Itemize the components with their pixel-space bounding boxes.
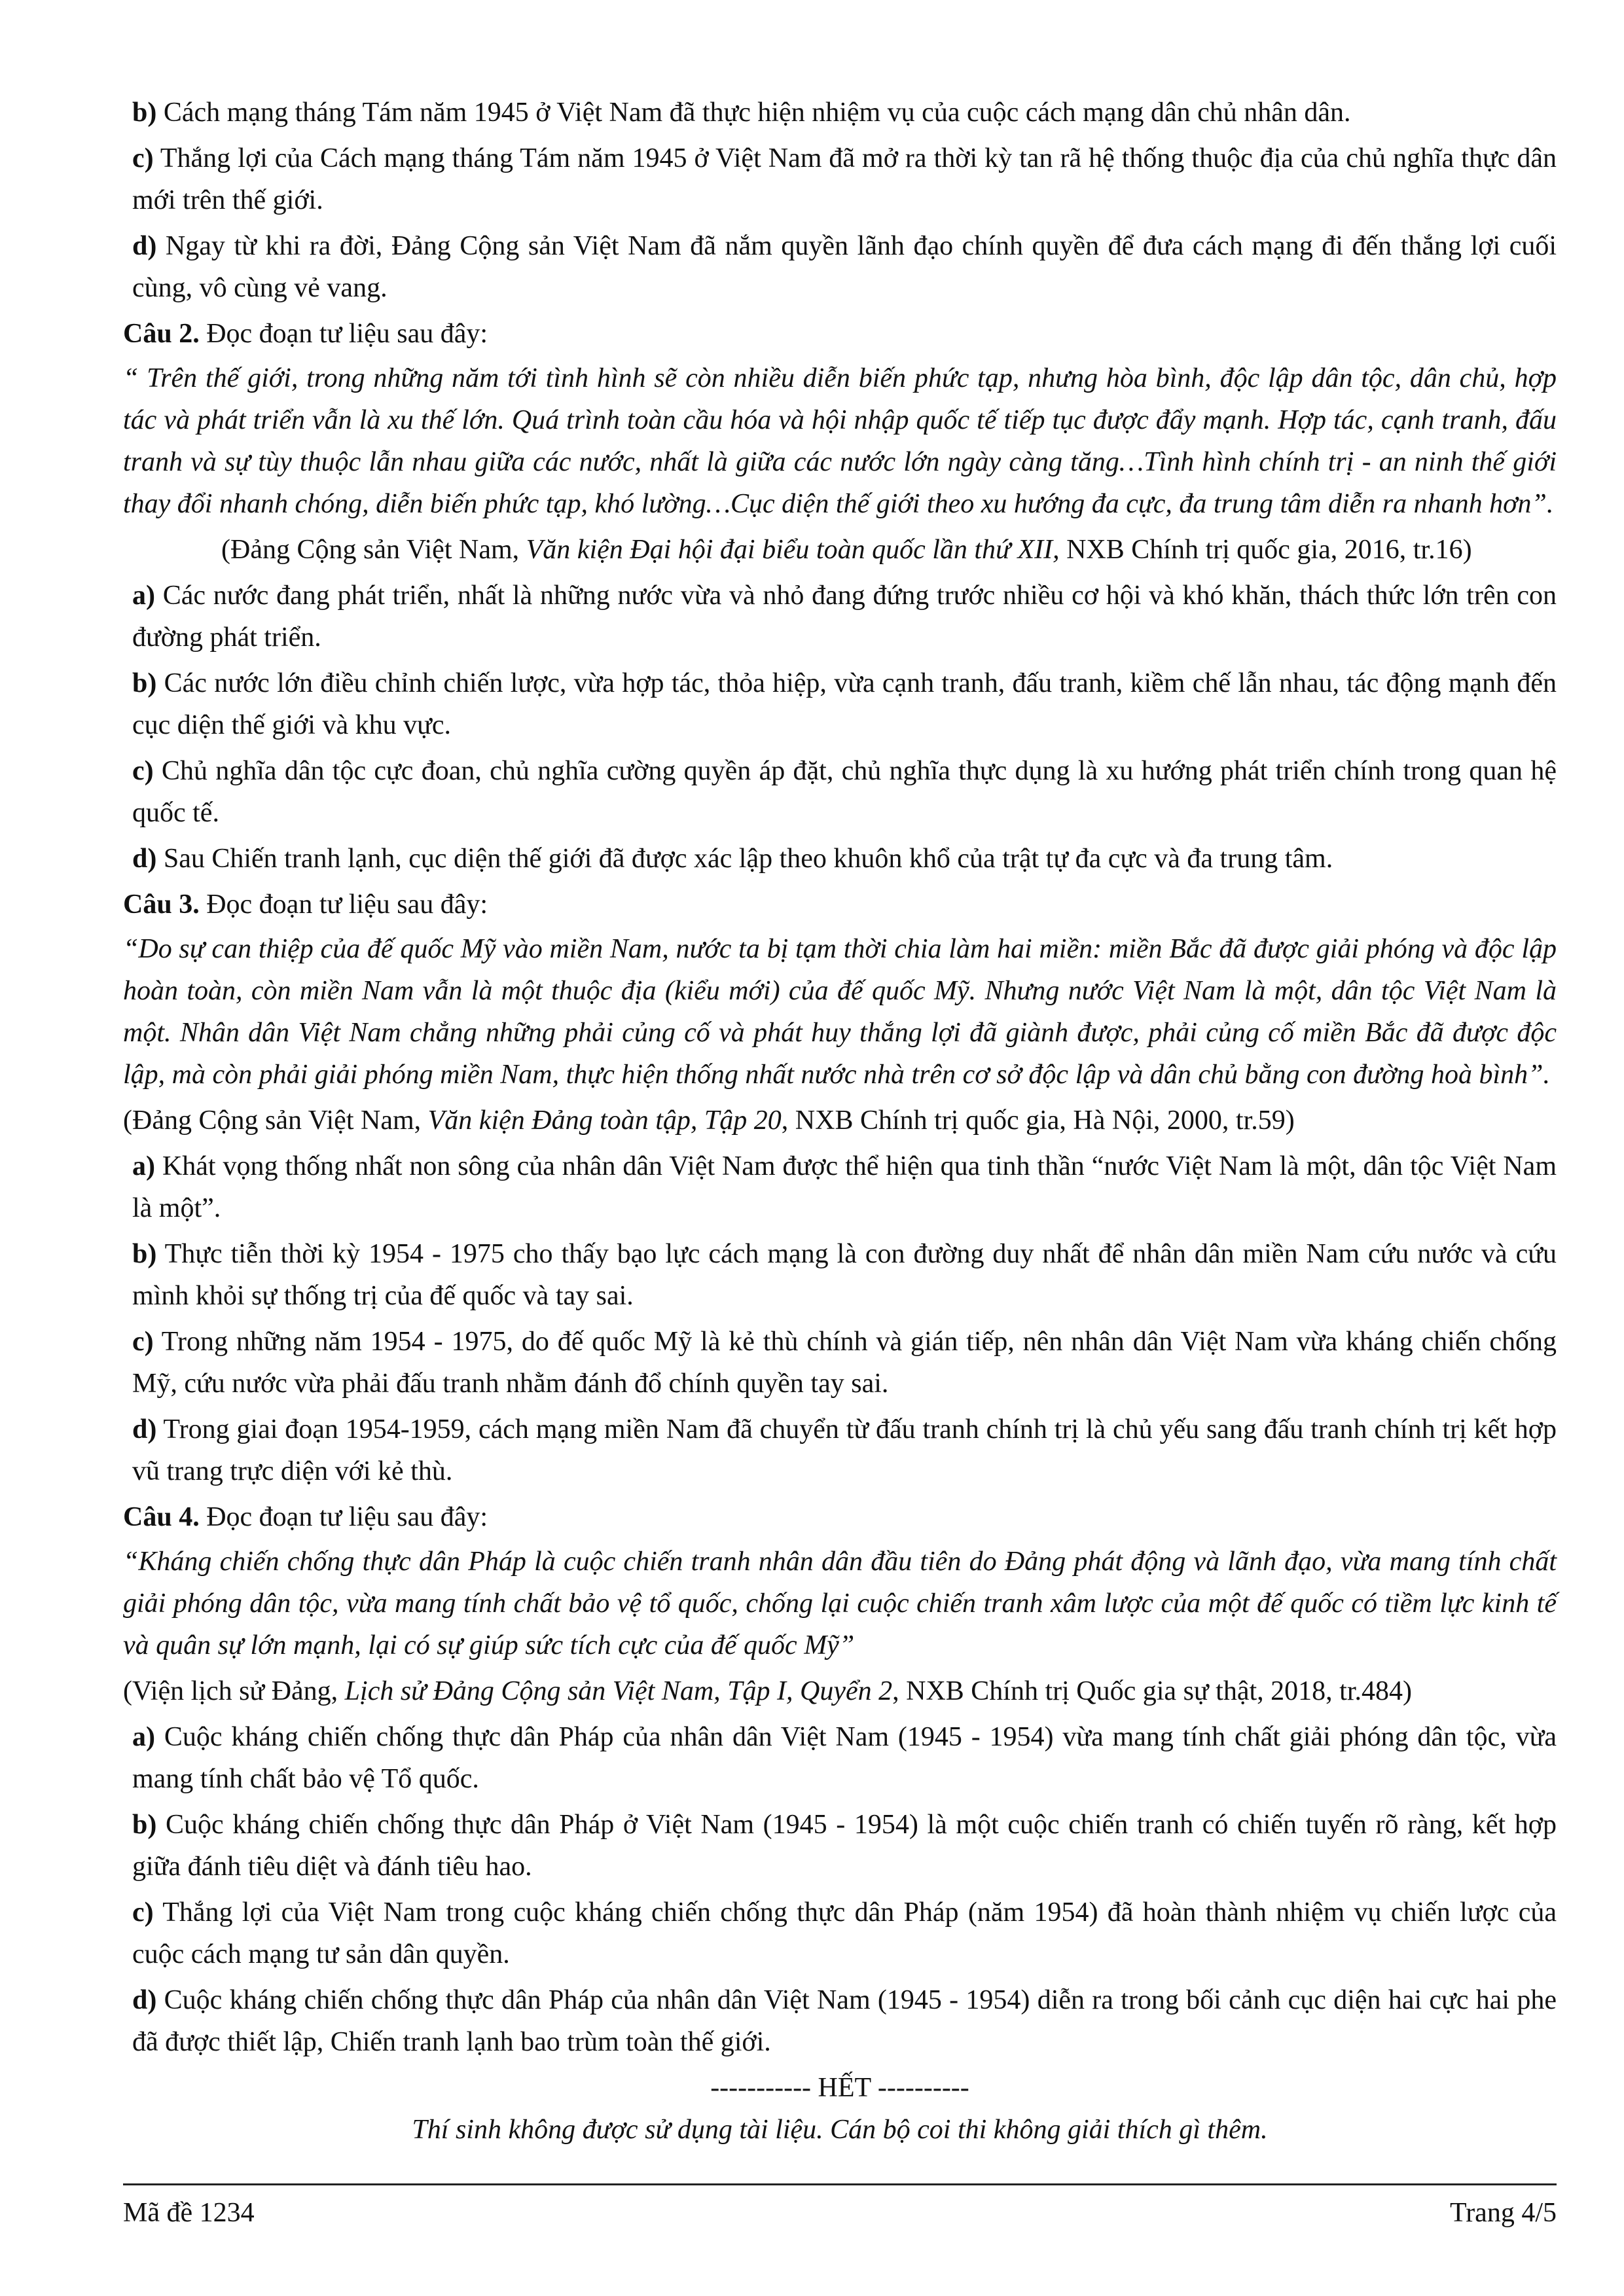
q2-source: (Đảng Cộng sản Việt Nam, Văn kiện Đại hội đại biểu toàn quốc lần thứ XII, NXB Chính trị quốc gia, 2016, tr.16) bbox=[221, 535, 1472, 565]
exam-instruction-note: Thí sinh không được sử dụng tài liệu. Cán bộ coi thi không giải thích gì thêm. bbox=[412, 2115, 1268, 2145]
q4-option-a: a) Cuộc kháng chiến chống thực dân Pháp của nhân dân Việt Nam (1945 - 1954) vừa mang tính chất giải phóng dân tộc, vừa mang tính chất bảo vệ Tổ quốc. bbox=[132, 1722, 1557, 1794]
q3-source: (Đảng Cộng sản Việt Nam, Văn kiện Đảng toàn tập, Tập 20, NXB Chính trị quốc gia, Hà Nội, 2000, tr.59) bbox=[123, 1105, 1295, 1136]
q3-option-a: a) Khát vọng thống nhất non sông của nhân dân Việt Nam được thể hiện qua tinh thần “nước Việt Nam là một, dân tộc Việt Nam là một”. bbox=[132, 1151, 1557, 1223]
q2-option-d: d) Sau Chiến tranh lạnh, cục diện thế giới đã được xác lập theo khuôn khổ của trật tự đa cực và đa trung tâm. bbox=[132, 844, 1333, 874]
q4-option-d: d) Cuộc kháng chiến chống thực dân Pháp của nhân dân Việt Nam (1945 - 1954) diễn ra trong bối cảnh cục diện hai cực hai phe đã được thiết lập, Chiến tranh lạnh bao trùm toàn thế giới. bbox=[132, 1985, 1557, 2057]
q3-heading: Câu 3. Đọc đoạn tư liệu sau đây: bbox=[123, 889, 488, 920]
q2-option-b: b) Các nước lớn điều chỉnh chiến lược, vừa hợp tác, thỏa hiệp, vừa cạnh tranh, đấu tranh, kiềm chế lẫn nhau, tác động mạnh đến cục diện thế giới và khu vực. bbox=[132, 668, 1557, 740]
q2-option-c: c) Chủ nghĩa dân tộc cực đoan, chủ nghĩa cường quyền áp đặt, chủ nghĩa thực dụng là xu hướng phát triển chính trong quan hệ quốc tế. bbox=[132, 756, 1557, 828]
q4-heading: Câu 4. Đọc đoạn tư liệu sau đây: bbox=[123, 1502, 488, 1532]
q2-option-a: a) Các nước đang phát triển, nhất là những nước vừa và nhỏ đang đứng trước nhiều cơ hội và khó khăn, thách thức lớn trên con đường phát triển. bbox=[132, 581, 1557, 653]
page-number: Trang 4/5 bbox=[1450, 2198, 1557, 2228]
q3-option-b: b) Thực tiễn thời kỳ 1954 - 1975 cho thấy bạo lực cách mạng là con đường duy nhất để nhân dân miền Nam cứu nước và cứu mình khỏi sự thống trị của đế quốc và tay sai. bbox=[132, 1239, 1557, 1311]
q2-quote: “ Trên thế giới, trong những năm tới tình hình sẽ còn nhiều diễn biến phức tạp, nhưng hòa bình, độc lập dân tộc, dân chủ, hợp tác và phát triển vẫn là xu thế lớn. Quá trình toàn cầu hóa và hội nhập quốc tế tiếp tục được đẩy mạnh. Hợp tác, cạnh tranh, đấu tranh và sự tùy thuộc lẫn nhau giữa các nước, nhất là giữa các nước lớn ngày càng tăng…Tình hình chính trị - an ninh thế giới thay đổi nhanh chóng, diễn biến phức tạp, khó lường…Cục diện thế giới theo xu hướng đa cực, đa trung tâm diễn ra nhanh hơn”. bbox=[123, 363, 1557, 519]
q2-heading: Câu 2. Đọc đoạn tư liệu sau đây: bbox=[123, 319, 488, 349]
q3-option-d: d) Trong giai đoạn 1954-1959, cách mạng miền Nam đã chuyển từ đấu tranh chính trị là chủ yếu sang đấu tranh chính trị kết hợp vũ trang trực diện với kẻ thù. bbox=[132, 1414, 1557, 1486]
page-footer bbox=[123, 2183, 1557, 2231]
q4-quote: “Kháng chiến chống thực dân Pháp là cuộc chiến tranh nhân dân đầu tiên do Đảng phát động và lãnh đạo, vừa mang tính chất giải phóng dân tộc, vừa mang tính chất bảo vệ tổ quốc, chống lại cuộc chiến tranh xâm lược của một đế quốc có tiềm lực kinh tế và quân sự lớn mạnh, lại có sự giúp sức tích cực của đế quốc Mỹ” bbox=[123, 1547, 1557, 1660]
q4-option-b: b) Cuộc kháng chiến chống thực dân Pháp ở Việt Nam (1945 - 1954) là một cuộc chiến tranh có chiến tuyến rõ ràng, kết hợp giữa đánh tiêu diệt và đánh tiêu hao. bbox=[132, 1810, 1557, 1882]
exam-code: Mã đề 1234 bbox=[123, 2198, 255, 2228]
q3-option-c: c) Trong những năm 1954 - 1975, do đế quốc Mỹ là kẻ thù chính và gián tiếp, nên nhân dân Việt Nam vừa kháng chiến chống Mỹ, cứu nước vừa phải đấu tranh nhằm đánh đổ chính quyền tay sai. bbox=[132, 1327, 1557, 1399]
end-of-exam-mark: ----------- HẾT ---------- bbox=[710, 2073, 969, 2103]
q3-quote: “Do sự can thiệp của đế quốc Mỹ vào miền Nam, nước ta bị tạm thời chia làm hai miền: miền Bắc đã được giải phóng và độc lập hoàn toàn, còn miền Nam vẫn là một thuộc địa (kiểu mới) của đế quốc Mỹ. Nhưng nước Việt Nam là một, dân tộc Việt Nam là một. Nhân dân Việt Nam chẳng những phải củng cố và phát huy thắng lợi đã giành được, phải củng cố miền Bắc đã được độc lập, mà còn phải giải phóng miền Nam, thực hiện thống nhất nước nhà trên cơ sở độc lập và dân chủ bằng con đường hoà bình”. bbox=[123, 934, 1557, 1090]
q1-option-c: c) Thắng lợi của Cách mạng tháng Tám năm 1945 ở Việt Nam đã mở ra thời kỳ tan rã hệ thống thuộc địa của chủ nghĩa thực dân mới trên thế giới. bbox=[132, 143, 1557, 215]
q1-option-b: b) Cách mạng tháng Tám năm 1945 ở Việt Nam đã thực hiện nhiệm vụ của cuộc cách mạng dân chủ nhân dân. bbox=[132, 98, 1351, 128]
exam-page-body bbox=[123, 92, 1557, 2151]
q1-option-d: d) Ngay từ khi ra đời, Đảng Cộng sản Việt Nam đã nắm quyền lãnh đạo chính quyền để đưa cách mạng đi đến thắng lợi cuối cùng, vô cùng vẻ vang. bbox=[132, 231, 1557, 303]
q4-option-c: c) Thắng lợi của Việt Nam trong cuộc kháng chiến chống thực dân Pháp (năm 1954) đã hoàn thành nhiệm vụ chiến lược của cuộc cách mạng tư sản dân quyền. bbox=[132, 1897, 1557, 1969]
q4-source: (Viện lịch sử Đảng, Lịch sử Đảng Cộng sản Việt Nam, Tập I, Quyển 2, NXB Chính trị Quốc gia sự thật, 2018, tr.484) bbox=[123, 1676, 1412, 1706]
